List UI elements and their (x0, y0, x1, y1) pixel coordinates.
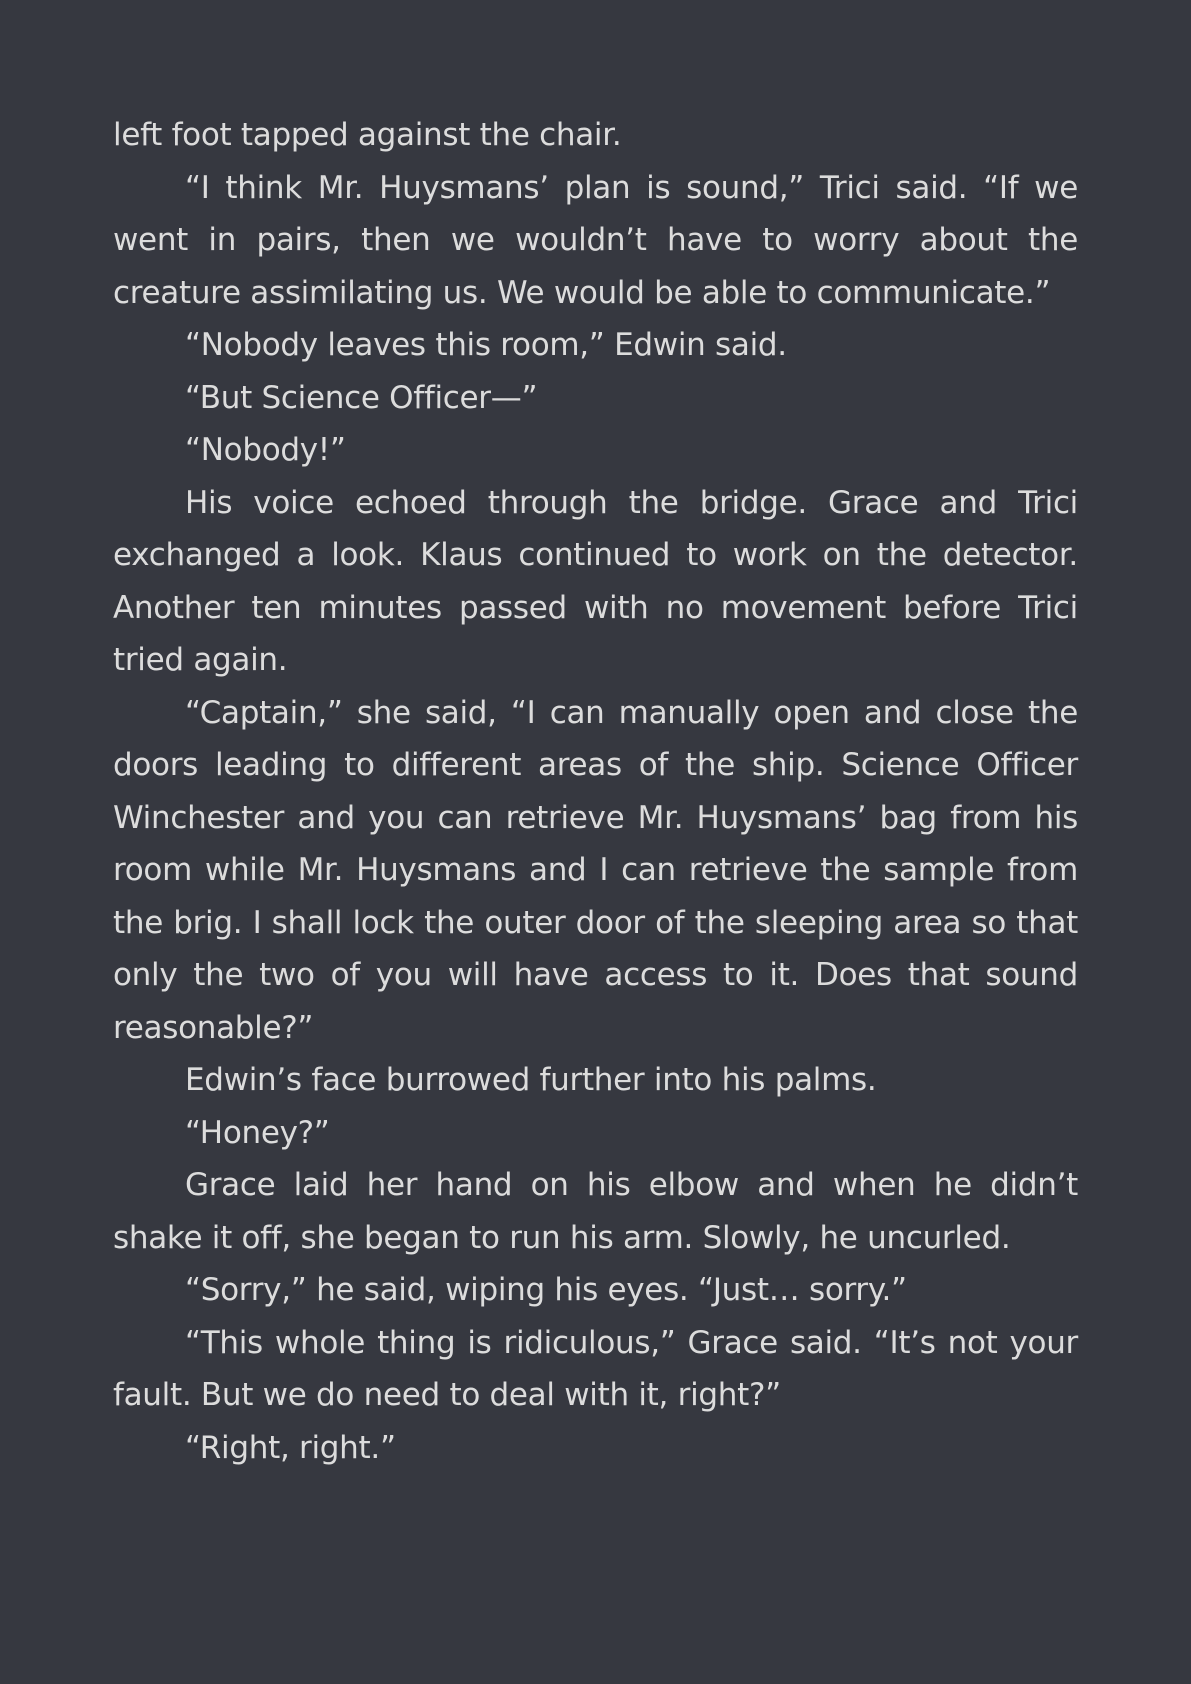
paragraph: His voice echoed through the bridge. Grace and Trici exchanged a look. Klaus continued to work on the detector. Another ten minutes passed with no movement before Trici tried again. (113, 484, 1078, 678)
paragraph: “Nobody leaves this room,” Edwin said. (185, 327, 787, 363)
paragraph: “I think Mr. Huysmans’ plan is sound,” Trici said. “If we went in pairs, then we wouldn’t have to worry about the creature assimilating us. We would be able to communicate.” (113, 169, 1078, 311)
paragraph: “But Science Officer—” (185, 379, 538, 416)
paragraph: “Sorry,” he said, wiping his eyes. “Just… sorry.” (185, 1272, 907, 1308)
paragraph: “Honey?” (185, 1114, 330, 1151)
body-text (113, 109, 1078, 1474)
paragraph: left foot tapped against the chair. (113, 117, 622, 153)
paragraph: Edwin’s face burrowed further into his palms. (185, 1062, 877, 1098)
paragraph: Grace laid her hand on his elbow and when he didn’t shake it off, she began to run his arm. Slowly, he uncurled. (113, 1167, 1078, 1256)
paragraph: “Right, right.” (185, 1429, 396, 1466)
paragraph: “Nobody!” (185, 432, 346, 468)
paragraph: “This whole thing is ridiculous,” Grace said. “It’s not your fault. But we do need to deal with it, right?” (113, 1324, 1078, 1413)
paragraph: “Captain,” she said, “I can manually open and close the doors leading to different areas of the ship. Science Officer Winchester and you can retrieve Mr. Huysmans’ bag from his room while Mr. Huysmans and I can retrieve the sample from the brig. I shall lock the outer door of the sleeping area so that only the two of you will have access to it. Does that sound reasonable?” (113, 694, 1078, 1046)
